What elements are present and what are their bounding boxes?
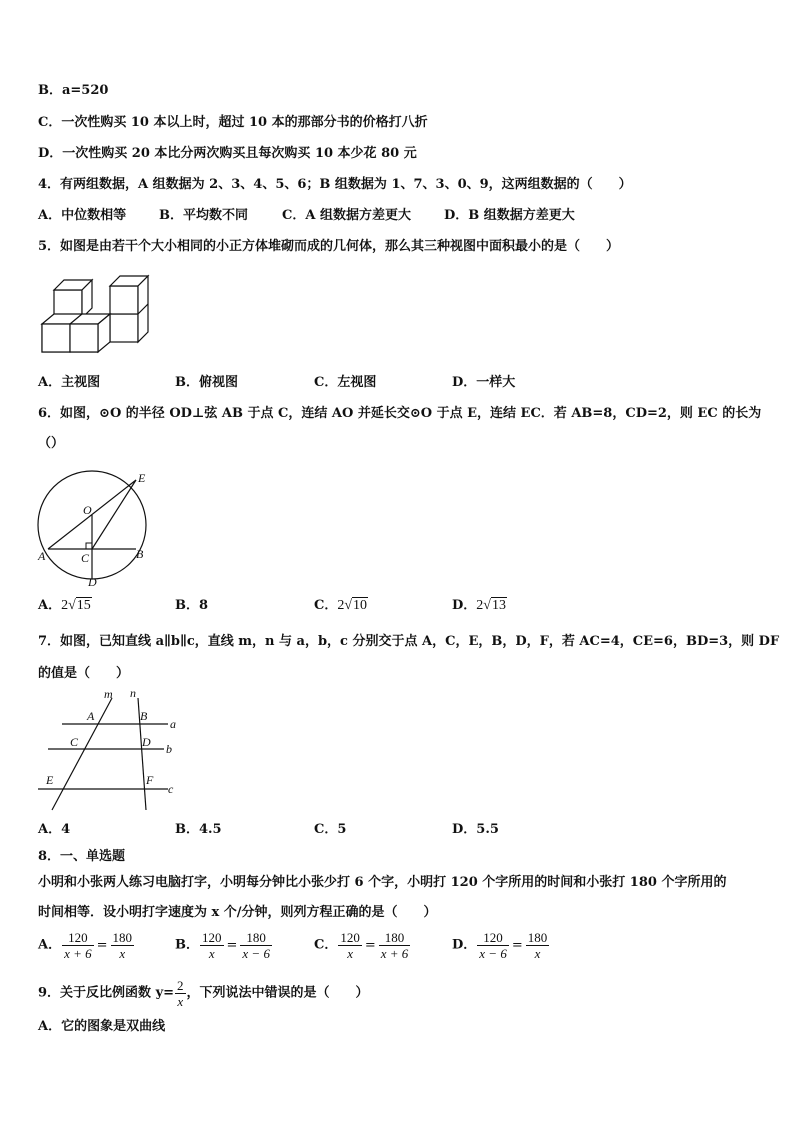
q6-option-c: C．2√10 xyxy=(314,598,368,613)
q7-label-b-point: B xyxy=(140,709,148,723)
q7-label-e-point: E xyxy=(46,773,54,787)
q9-stem-post: ，下列说法中错误的是（ ） xyxy=(186,985,369,1001)
q6-option-c-coef: 2 xyxy=(337,598,345,613)
q7-label-line-a: a xyxy=(170,717,176,731)
q9-stem-pre: 9．关于反比例函数 y= xyxy=(38,985,175,1001)
q6-label-o: O xyxy=(83,503,92,517)
q3-option-b: B．a=520 xyxy=(38,83,109,98)
q5-stem: 5．如图是由若干个大小相同的小正方体堆砌而成的几何体，那么其三种视图中面积最小的是（ ） xyxy=(38,239,620,254)
q7-label-n: n xyxy=(130,686,136,700)
q9-frac-num: 2 xyxy=(177,978,184,993)
q6-label-d: D xyxy=(88,575,97,589)
q7-option-a: A．4 xyxy=(38,822,71,837)
q9-frac-den: x xyxy=(177,994,184,1009)
q6-label-e: E xyxy=(138,471,146,485)
q8-stem-line1: 小明和小张两人练习电脑打字，小明每分钟比小张少打 6 个字，小明打 120 个字所用的时间和小张打 180 个字所用的 xyxy=(38,875,727,890)
q8-option-a-label: A． xyxy=(38,937,62,953)
q3-option-d: D．一次性购买 20 本比分两次购买且每次购买 10 本少花 80 元 xyxy=(38,146,417,161)
q8-c-num1: 120 xyxy=(340,930,360,945)
q8-option-a: A． $\frac{120}{x + 6}$ = $\frac{180}{x}$ xyxy=(38,930,133,961)
q7-option-b: B．4.5 xyxy=(175,822,222,837)
q8-option-d-label: D． xyxy=(452,937,477,953)
q8-d-num1: 120 xyxy=(477,930,509,946)
q6-option-d-radicand: 13 xyxy=(491,598,506,613)
q6-option-b: B．8 xyxy=(175,598,209,613)
q8-a-den2: x xyxy=(119,946,126,961)
q8-c-den2: x + 6 xyxy=(380,946,409,961)
q6-option-a-radicand: 15 xyxy=(76,598,91,613)
q8-option-b-label: B． xyxy=(175,937,199,953)
q8-d-num2: 180 xyxy=(527,930,548,945)
q6-option-c-prefix: C． xyxy=(314,598,338,613)
q5-option-a: A．主视图 xyxy=(38,375,101,390)
q6-stem-line2: （） xyxy=(38,436,65,451)
q6-option-d-prefix: D． xyxy=(452,598,477,613)
q7-stem-line1: 7．如图，已知直线 a∥b∥c，直线 m，n 与 a，b，c 分别交于点 A，C，E，B，D，F，若 AC=4，CE=6，BD=3，则 DF xyxy=(38,634,780,649)
q8-stem-line2: 时间相等．设小明打字速度为 x 个/分钟，则列方程正确的是（ ） xyxy=(38,905,437,920)
q7-label-line-b: b xyxy=(166,742,172,756)
q8-d-den2: x xyxy=(534,946,541,961)
q7-label-m: m xyxy=(104,687,113,701)
q5-option-d: D．一样大 xyxy=(452,375,516,390)
q6-option-a-coef: 2 xyxy=(61,598,69,613)
q7-option-c: C．5 xyxy=(314,822,347,837)
q7-label-c-point: C xyxy=(70,735,79,749)
q5-option-c: C．左视图 xyxy=(314,375,377,390)
q6-label-c: C xyxy=(81,551,90,565)
q8-b-den2: x − 6 xyxy=(242,946,270,961)
q6-circle-figure xyxy=(34,468,164,590)
q8-option-d: D． $\frac{120}{x - 6}$ = $\frac{180}{x}$ xyxy=(452,930,548,961)
q7-stem-line2: 的值是（ ） xyxy=(38,666,130,681)
q6-option-a-prefix: A． xyxy=(38,598,62,613)
q6-label-b: B xyxy=(136,547,144,561)
q4-option-b: B．平均数不同 xyxy=(159,208,248,223)
q4-option-d: D．B 组数据方差更大 xyxy=(444,208,575,223)
q6-option-d: D．2√13 xyxy=(452,598,506,613)
q8-a-num2: 180 xyxy=(112,930,133,945)
q6-option-d-coef: 2 xyxy=(476,598,484,613)
q9-option-a: A．它的图象是双曲线 xyxy=(38,1019,166,1034)
q8-c-den1: x xyxy=(347,946,353,961)
q8-a-den1: x + 6 xyxy=(64,946,92,961)
q4-option-a: A．中位数相等 xyxy=(38,208,127,223)
q6-stem-line1: 6．如图，⊙O 的半径 OD⊥弦 AB 于点 C，连结 AO 并延长交⊙O 于点 E，连结 EC．若 AB=8，CD=2，则 EC 的长为 xyxy=(38,406,762,421)
q7-label-d-point: D xyxy=(142,735,151,749)
q7-label-line-c: c xyxy=(168,782,174,796)
q8-d-den1: x − 6 xyxy=(479,946,507,961)
q8-option-c: C． $\frac{120}{x}$ = $\frac{180}{x + 6}$ xyxy=(314,930,409,961)
q8-b-num2: 180 xyxy=(240,930,272,946)
q6-option-c-radicand: 10 xyxy=(353,598,368,613)
q8-option-c-label: C． xyxy=(314,937,338,953)
q4-option-c: C．A 组数据方差更大 xyxy=(282,208,411,223)
q5-cube-figure xyxy=(38,272,156,358)
q8-option-b: B． $\frac{120}{x}$ = $\frac{180}{x - 6}$ xyxy=(175,930,270,961)
q7-parallel-lines-figure xyxy=(34,686,184,816)
q7-option-d: D．5.5 xyxy=(452,822,499,837)
q7-label-f-point: F xyxy=(146,773,154,787)
q7-label-a-point: A xyxy=(87,709,95,723)
q8-a-num1: 120 xyxy=(62,930,94,946)
q8-heading: 8．一、单选题 xyxy=(38,849,126,864)
q8-b-den1: x xyxy=(208,946,215,961)
q5-option-b: B．俯视图 xyxy=(175,375,238,390)
q6-label-a: A xyxy=(38,549,46,563)
q3-option-c: C．一次性购买 10 本以上时，超过 10 本的那部分书的价格打八折 xyxy=(38,115,428,130)
q9-stem xyxy=(38,978,369,1009)
q8-c-num2: 180 xyxy=(379,930,411,946)
q6-option-a: A．2√15 xyxy=(38,598,91,613)
q4-stem: 4．有两组数据，A 组数据为 2、3、4、5、6；B 组数据为 1、7、3、0、9，这两组数据的（ ） xyxy=(38,177,632,192)
q8-b-num1: 120 xyxy=(202,930,222,945)
